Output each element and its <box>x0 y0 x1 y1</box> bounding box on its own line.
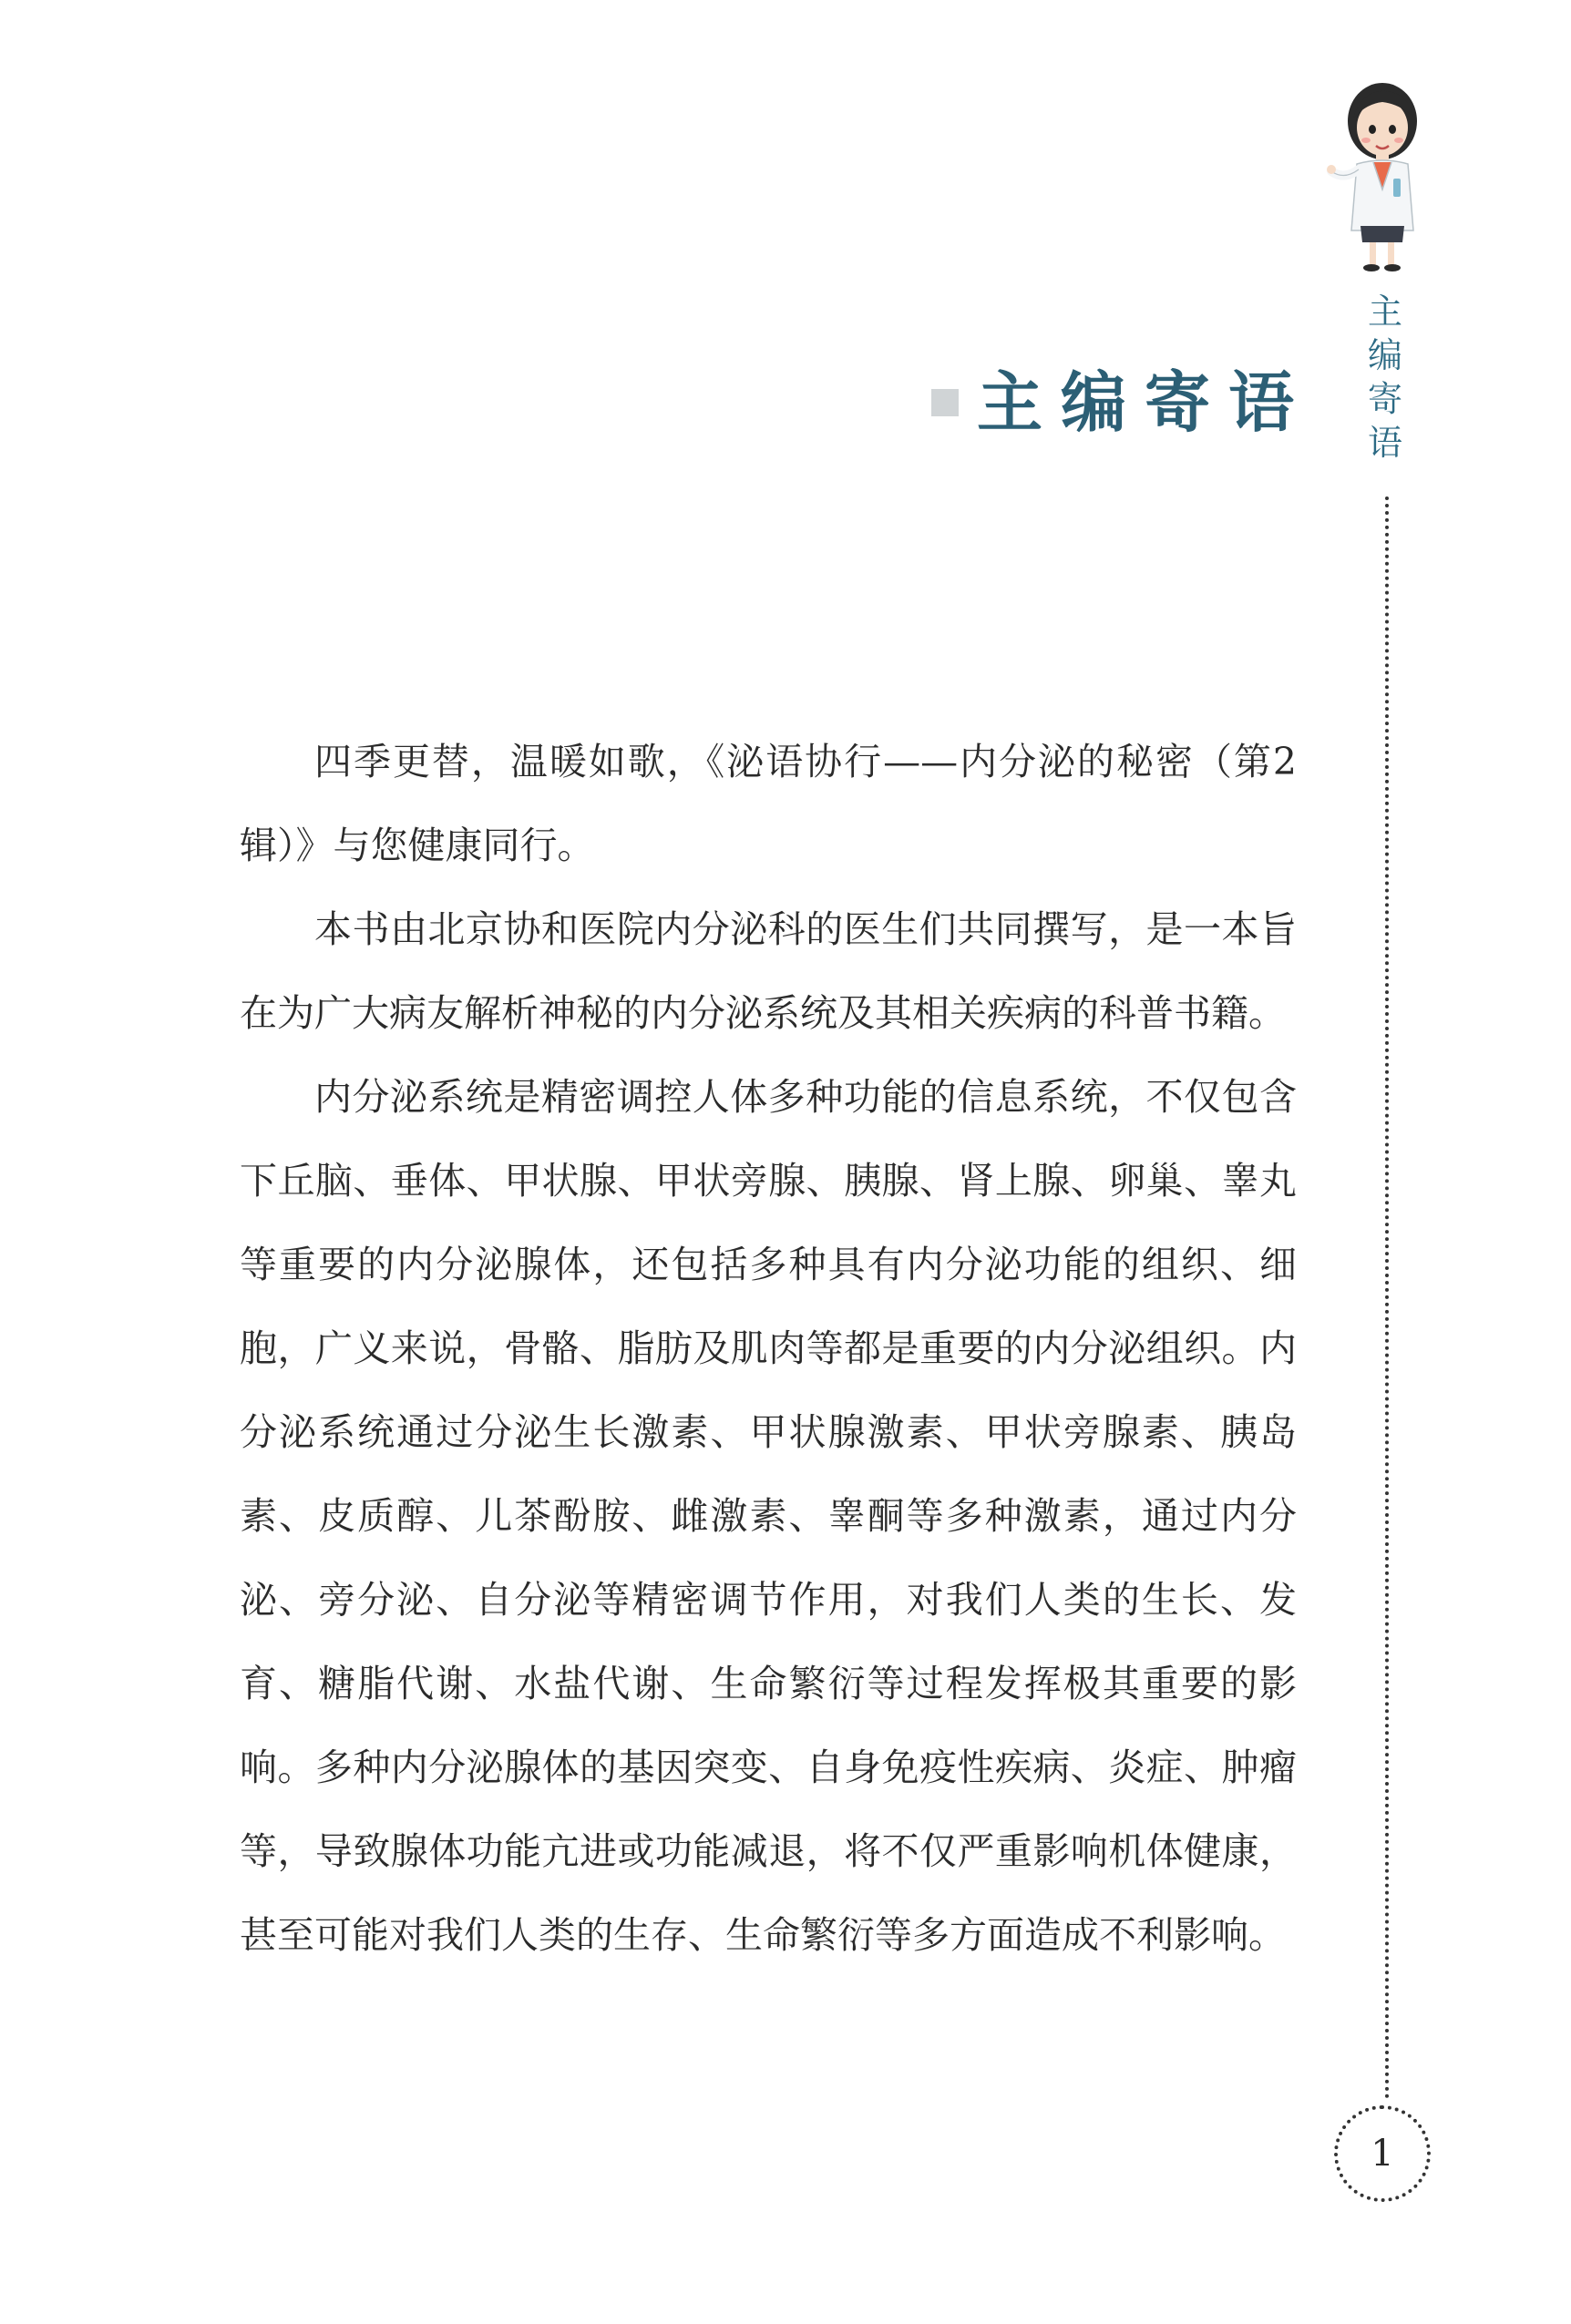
paragraph: 内分泌系统是精密调控人体多种功能的信息系统，不仅包含下丘脑、垂体、甲状腺、甲状旁腺、胰腺、肾上腺、卵巢、睾丸等重要的内分泌腺体，还包括多种具有内分泌功能的组织、细胞，广义来说，骨骼、脂肪及肌肉等都是重要的内分泌组织。内分泌系统通过分泌生长激素、甲状腺激素、甲状旁腺素、胰岛素、皮质醇、儿茶酚胺、雌激素、睾酮等多种激素，通过内分泌、旁分泌、自分泌等精密调节作用，对我们人类的生长、发育、糖脂代谢、水盐代谢、生命繁衍等过程发挥极其重要的影响。多种内分泌腺体的基因突变、自身免疫性疾病、炎症、肿瘤等，导致腺体功能亢进或功能减退，将不仅严重影响机体健康，甚至可能对我们人类的生存、生命繁衍等多方面造成不利影响。 <box>240 1075 1297 1957</box>
page-title <box>911 357 1312 448</box>
paragraph: 本书由北京协和医院内分泌科的医生们共同撰写，是一本旨在为广大病友解析神秘的内分泌系统及其相关疾病的科普书籍。 <box>240 907 1297 1035</box>
page-title-text: 主编寄语 <box>976 364 1312 441</box>
side-chapter-label: 主编寄语 <box>1367 292 1402 463</box>
paragraph: 四季更替，温暖如歌，《泌语协行——内分泌的秘密（第2辑）》与您健康同行。 <box>240 740 1297 867</box>
dotted-divider <box>1385 497 1389 2100</box>
title-square-marker <box>931 389 959 416</box>
page-number: 1 <box>1371 2133 1394 2175</box>
body-text <box>240 720 1297 1977</box>
page-number-badge <box>1334 2105 1431 2202</box>
doctor-illustration-icon <box>1326 80 1435 276</box>
